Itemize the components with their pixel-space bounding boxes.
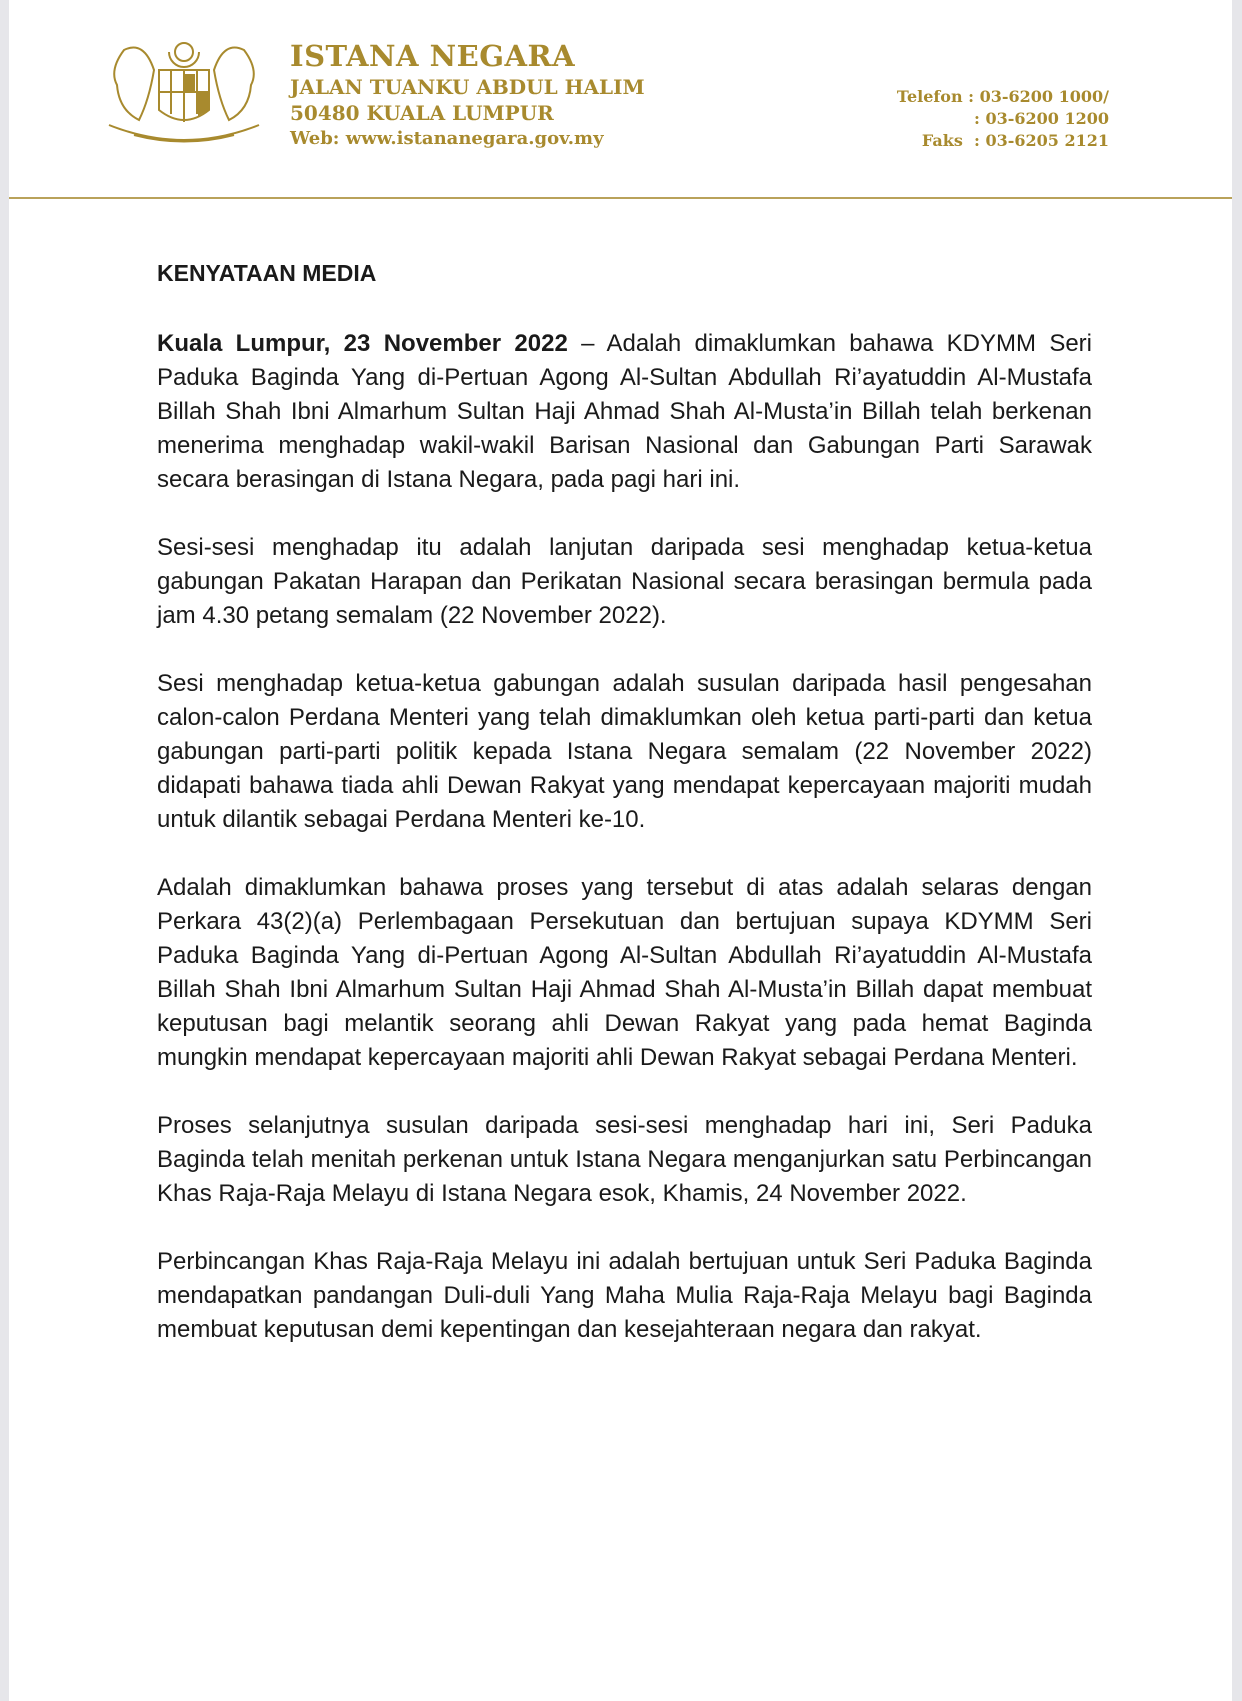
document-heading: KENYATAAN MEDIA (157, 260, 377, 286)
telefon-2: : 03-6200 1200 (973, 109, 1109, 128)
website-link[interactable]: Web: www.istananegara.gov.my (290, 128, 604, 149)
paragraph: Proses selanjutnya susulan daripada sesi-sesi menghadap hari ini, Seri Paduka Baginda telah menitah perkenan untuk Istana Negara menganjurkan satu Perbincangan Khas Raja-Raja Melayu di Istana Negara esok, Khamis, 24 November 2022. (157, 1112, 1092, 1207)
paragraph: Perbincangan Khas Raja-Raja Melayu ini adalah bertujuan untuk Seri Paduka Baginda mendapatkan pandangan Duli-duli Yang Maha Mulia Raja-Raja Melayu bagi Baginda membuat keputusan demi kepentingan dan kesejahteraan negara dan rakyat. (157, 1248, 1092, 1343)
document-body (157, 256, 1092, 1381)
malaysia-coat-of-arms-icon (89, 30, 279, 150)
paragraph: Adalah dimaklumkan bahawa proses yang tersebut di atas adalah selaras dengan Perkara 43(2)(a) Perlembagaan Persekutuan dan bertujuan supaya KDYMM Seri Paduka Baginda Yang di-Pertuan Agong Al-Sultan Abdullah Ri’ayatuddin Al-Mustafa Billah Shah Ibni Almarhum Sultan Haji Ahmad Shah Al-Musta’in Billah dapat membuat keputusan bagi melantik seorang ahli Dewan Rakyat yang pada hemat Baginda mungkin mendapat kepercayaan majoriti ahli Dewan Rakyat sebagai Perdana Menteri. (157, 874, 1092, 1071)
contact-block (897, 86, 1109, 152)
letterhead-org (290, 38, 645, 152)
faks: Faks : 03-6205 2121 (921, 131, 1109, 150)
paragraph-text: – Adalah dimaklumkan bahawa KDYMM Seri Paduka Baginda Yang di-Pertuan Agong Al-Sultan Abdullah Ri’ayatuddin Al-Mustafa Billah Shah Ibni Almarhum Sultan Haji Ahmad Shah Al-Musta’in Billah telah berkenan menerima menghadap wakil-wakil Barisan Nasional dan Gabungan Parti Sarawak secara berasingan di Istana Negara, pada pagi hari ini. (157, 330, 1092, 493)
paragraph: Sesi menghadap ketua-ketua gabungan adalah susulan daripada hasil pengesahan calon-calon Perdana Menteri yang telah dimaklumkan oleh ketua parti-parti dan ketua gabungan parti-parti politik kepada Istana Negara semalam (22 November 2022) didapati bahawa tiada ahli Dewan Rakyat yang mendapat kepercayaan majoriti mudah untuk dilantik sebagai Perdana Menteri ke-10. (157, 670, 1092, 833)
document-page (9, 0, 1232, 1701)
address-line-2: 50480 KUALA LUMPUR (290, 101, 554, 125)
paragraph (157, 327, 1092, 497)
telefon-1: Telefon : 03-6200 1000/ (896, 87, 1109, 106)
dateline: Kuala Lumpur, 23 November 2022 (157, 330, 568, 357)
paragraph: Sesi-sesi menghadap itu adalah lanjutan daripada sesi menghadap ketua-ketua gabungan Pakatan Harapan dan Perikatan Nasional secara berasingan bermula pada jam 4.30 petang semalam (22 November 2022). (157, 534, 1092, 629)
org-name: ISTANA NEGARA (290, 39, 576, 73)
letterhead-divider (9, 197, 1232, 199)
address-line-1: JALAN TUANKU ABDUL HALIM (290, 75, 645, 99)
